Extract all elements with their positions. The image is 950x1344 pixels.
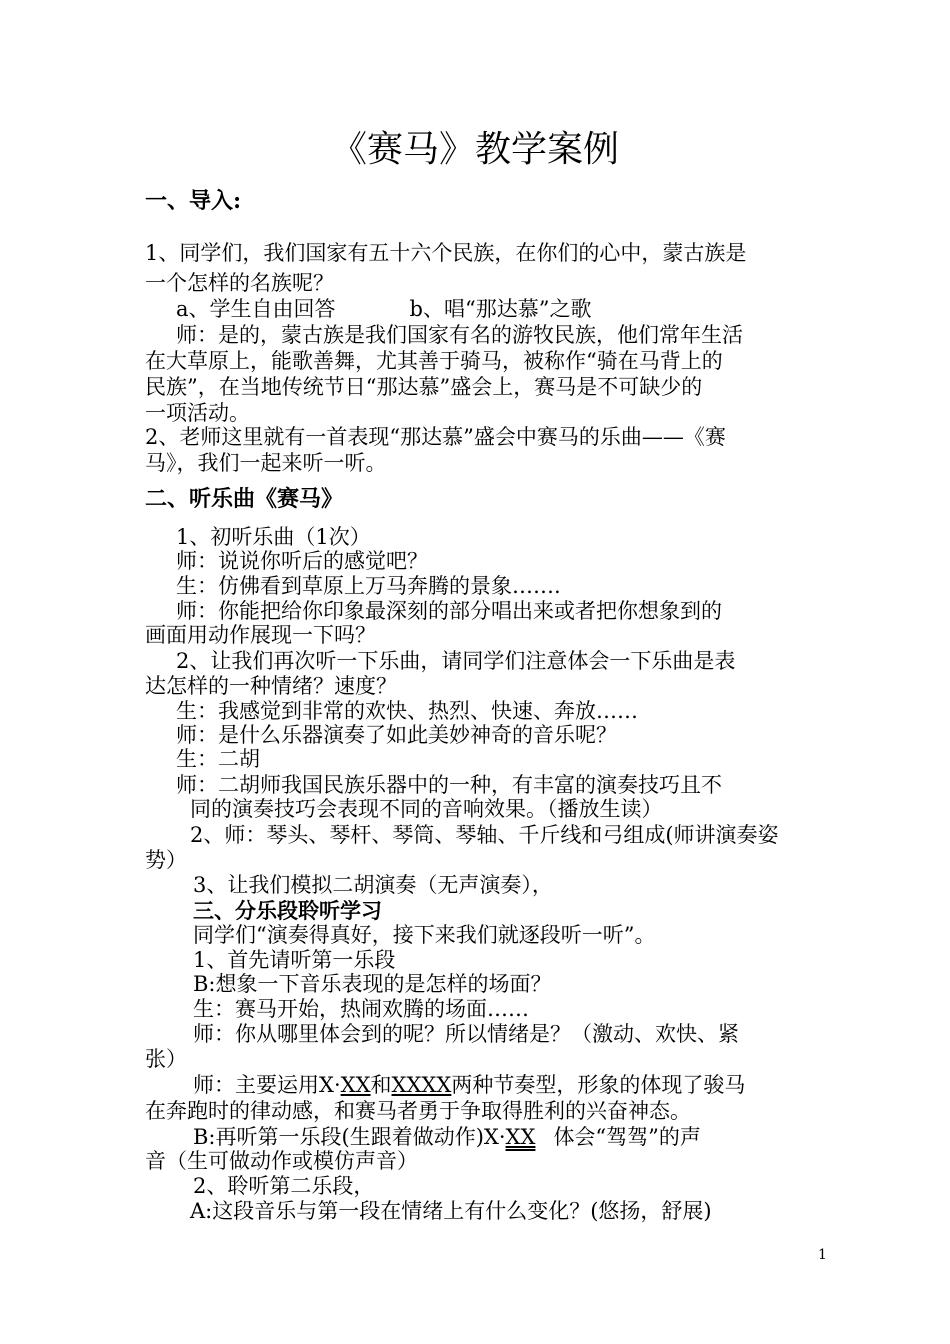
paragraph-line: B:想象一下音乐表现的是怎样的场面？ <box>193 972 552 996</box>
paragraph-line: 民族”，在当地传统节日“那达慕”盛会上，赛马是不可缺少的 <box>145 375 703 399</box>
section-heading-segments: 三、分乐段聆听学习 <box>193 898 382 923</box>
paragraph-line: 师：是的，蒙古族是我们国家有名的游牧民族，他们常年生活 <box>176 323 743 347</box>
rhythm-notation: XX <box>505 1125 536 1149</box>
paragraph-line: 师：你能把给你印象最深刻的部分唱出来或者把你想象到的 <box>176 599 722 623</box>
paragraph-line: 2、聆听第二乐段， <box>193 1174 375 1198</box>
paragraph-line: 在大草原上，能歌善舞，尤其善于骑马，被称作“骑在马背上的 <box>145 349 723 373</box>
paragraph-line: 生：二胡 <box>176 747 260 771</box>
text-run: 两种节奏型，形象的体现了骏马 <box>451 1073 746 1097</box>
paragraph-line: A:这段音乐与第一段在情绪上有什么变化？(悠扬，舒展) <box>190 1199 712 1223</box>
paragraph-line: 画面用动作展现一下吗？ <box>145 623 376 647</box>
text-run: 和 <box>370 1073 392 1097</box>
paragraph-line: 生：赛马开始，热闹欢腾的场面…… <box>193 997 529 1021</box>
paragraph-line: 张） <box>145 1047 187 1071</box>
text-run: B:再听第一乐段(生跟着做动作)X· <box>193 1125 506 1149</box>
answer-option-a: a、学生自由回答 <box>176 297 336 321</box>
section-heading-listen: 二、听乐曲《赛马》 <box>145 486 344 512</box>
paragraph-line: 音（生可做动作或模仿声音） <box>145 1149 418 1173</box>
paragraph-line: 一项活动。 <box>145 401 250 425</box>
answer-option-b: b、唱“那达慕”之歌 <box>409 297 592 321</box>
text-run: 师：主要运用X· <box>193 1073 341 1097</box>
page-number: 1 <box>818 1247 827 1263</box>
rhythm-notation: XXXX <box>391 1073 452 1097</box>
paragraph-line: 生：仿佛看到草原上万马奔腾的景象……. <box>176 574 561 598</box>
paragraph-line: 1、同学们，我们国家有五十六个民族，在你们的心中，蒙古族是 <box>145 241 747 265</box>
paragraph-line: 一个怎样的名族呢？ <box>145 271 334 295</box>
section-heading-intro: 一、导入: <box>145 188 242 214</box>
paragraph-line: 3、让我们模拟二胡演奏（无声演奏）， <box>193 873 553 897</box>
paragraph-line <box>193 1072 857 1098</box>
paragraph-line <box>193 1124 857 1150</box>
paragraph-line: 马》，我们一起来听一听。 <box>145 451 387 475</box>
paragraph-line <box>176 296 840 322</box>
paragraph-line: 2、师：琴头、琴杆、琴筒、琴轴、千斤线和弓组成(师讲演奏姿 <box>190 823 779 847</box>
paragraph-line: 同学们“演奏得真好，接下来我们就逐段听一听”。 <box>193 923 656 947</box>
paragraph-line: 师：你从哪里体会到的呢？所以情绪是？（激动、欢快、紧 <box>193 1022 739 1046</box>
paragraph-line: 势） <box>145 848 187 872</box>
paragraph-line: 师：说说你听后的感觉吧？ <box>176 549 428 573</box>
text-run: 体会“驾驾”的声 <box>553 1125 701 1149</box>
paragraph-line: 达怎样的一种情绪？速度？ <box>145 674 397 698</box>
paragraph-line: 2、让我们再次听一下乐曲，请同学们注意体会一下乐曲是表 <box>176 649 736 673</box>
paragraph-line: 同的演奏技巧会表现不同的音响效果。（播放生读） <box>190 797 663 821</box>
paragraph-line: 师：二胡师我国民族乐器中的一种，有丰富的演奏技巧且不 <box>176 773 722 797</box>
paragraph-line: 2、老师这里就有一首表现“那达慕”盛会中赛马的乐曲——《赛 <box>145 425 726 449</box>
paragraph-line: 1、首先请听第一乐段 <box>193 948 396 972</box>
document-title: 《赛马》教学案例 <box>330 129 619 170</box>
paragraph-line: 1、初听乐曲（1次） <box>176 525 371 549</box>
rhythm-notation: XX <box>340 1073 371 1097</box>
paragraph-line: 生：我感觉到非常的欢快、热烈、快速、奔放…… <box>176 699 638 723</box>
paragraph-line: 在奔跑时的律动感，和赛马者勇于争取得胜利的兴奋神态。 <box>145 1099 691 1123</box>
paragraph-line: 师：是什么乐器演奏了如此美妙神奇的音乐呢？ <box>176 723 617 747</box>
